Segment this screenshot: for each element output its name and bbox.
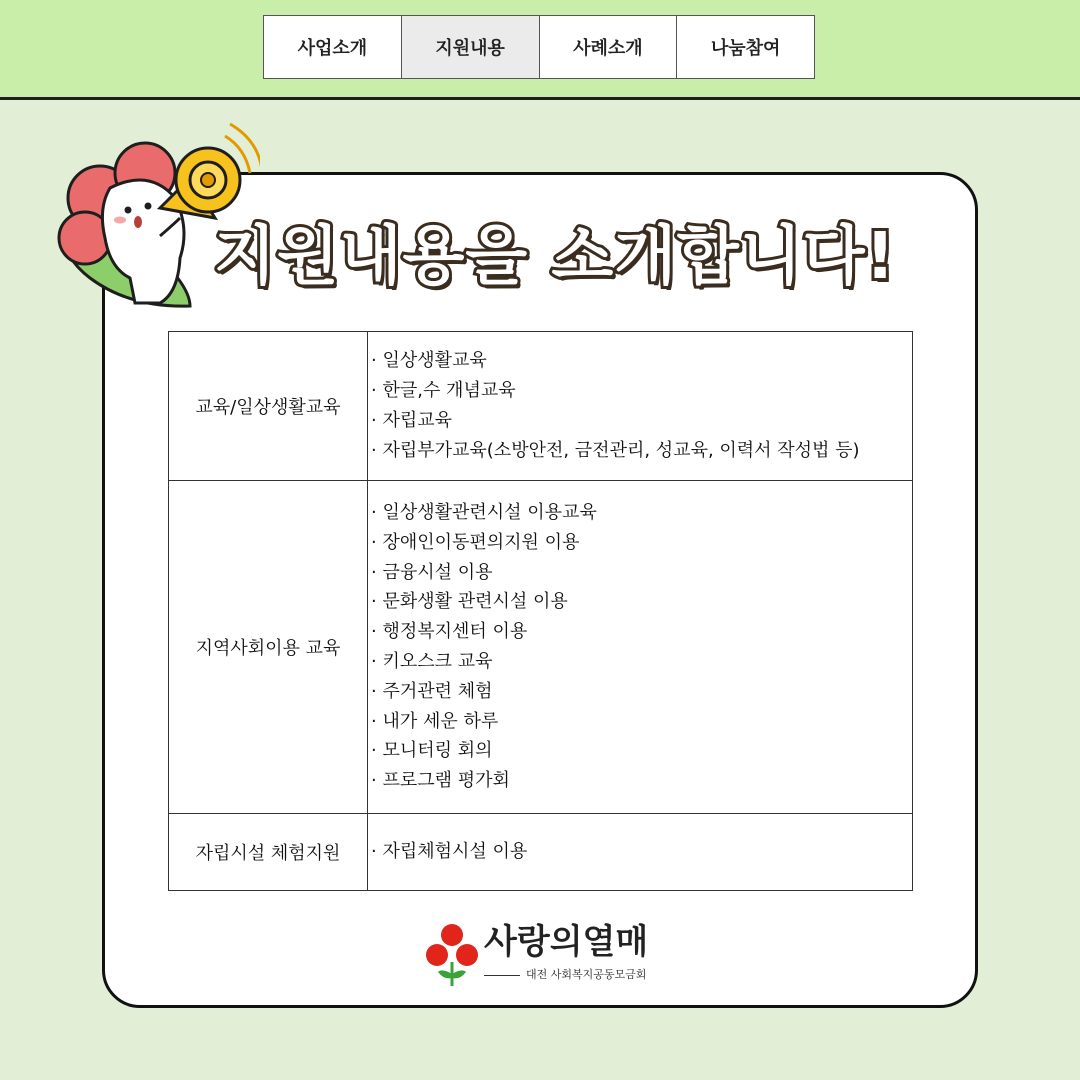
table-row — [169, 332, 913, 481]
logo-name: 사랑의열매 — [484, 922, 649, 962]
category-cell: 지역사회이용 교육 — [169, 481, 368, 814]
list-item: · 자립부가교육(소방안전, 금전관리, 성교육, 이력서 작성법 등) — [371, 436, 912, 466]
list-item: · 모니터링 회의 — [371, 736, 912, 766]
item-list — [371, 837, 912, 867]
support-table — [168, 331, 913, 891]
list-item: · 일상생활교육 — [371, 346, 912, 376]
table-row — [169, 814, 913, 891]
list-item: · 한글,수 개념교육 — [371, 376, 912, 406]
category-cell: 교육/일상생활교육 — [169, 332, 368, 481]
list-item: · 일상생활관련시설 이용교육 — [371, 498, 912, 528]
top-bar — [0, 0, 1080, 100]
list-item: · 금융시설 이용 — [371, 558, 912, 588]
table-row — [169, 481, 913, 814]
list-item: · 주거관련 체험 — [371, 677, 912, 707]
list-item: · 행정복지센터 이용 — [371, 617, 912, 647]
category-cell: 자립시설 체험지원 — [169, 814, 368, 891]
tab-donation[interactable]: 나눔참여 — [710, 38, 781, 59]
list-item: · 내가 세운 하루 — [371, 707, 912, 737]
tab-bar — [263, 15, 815, 79]
list-item: · 자립교육 — [371, 406, 912, 436]
list-item: · 프로그램 평가회 — [371, 766, 912, 796]
logo-divider — [484, 975, 520, 976]
items-cell — [368, 332, 913, 481]
tab-business-intro[interactable]: 사업소개 — [264, 16, 402, 78]
list-item: · 문화생활 관련시설 이용 — [371, 587, 912, 617]
list-item: · 키오스크 교육 — [371, 647, 912, 677]
fruit-of-love-logo — [424, 920, 664, 990]
logo-subtitle-text: 대전 사회복지공동모금회 — [526, 968, 647, 981]
logo-subtitle — [484, 968, 646, 982]
headline-title: 지원내용을 소개합니다! — [214, 220, 896, 294]
items-cell — [368, 814, 913, 891]
red-fruit-icon — [424, 922, 480, 988]
item-list — [371, 346, 912, 465]
items-cell — [368, 481, 913, 814]
tab-case-intro[interactable]: 사례소개 — [540, 16, 678, 78]
list-item: · 자립체험시설 이용 — [371, 837, 912, 867]
list-item: · 장애인이동편의지원 이용 — [371, 528, 912, 558]
item-list — [371, 498, 912, 796]
tab-support-content[interactable]: 지원내용 — [402, 16, 540, 78]
